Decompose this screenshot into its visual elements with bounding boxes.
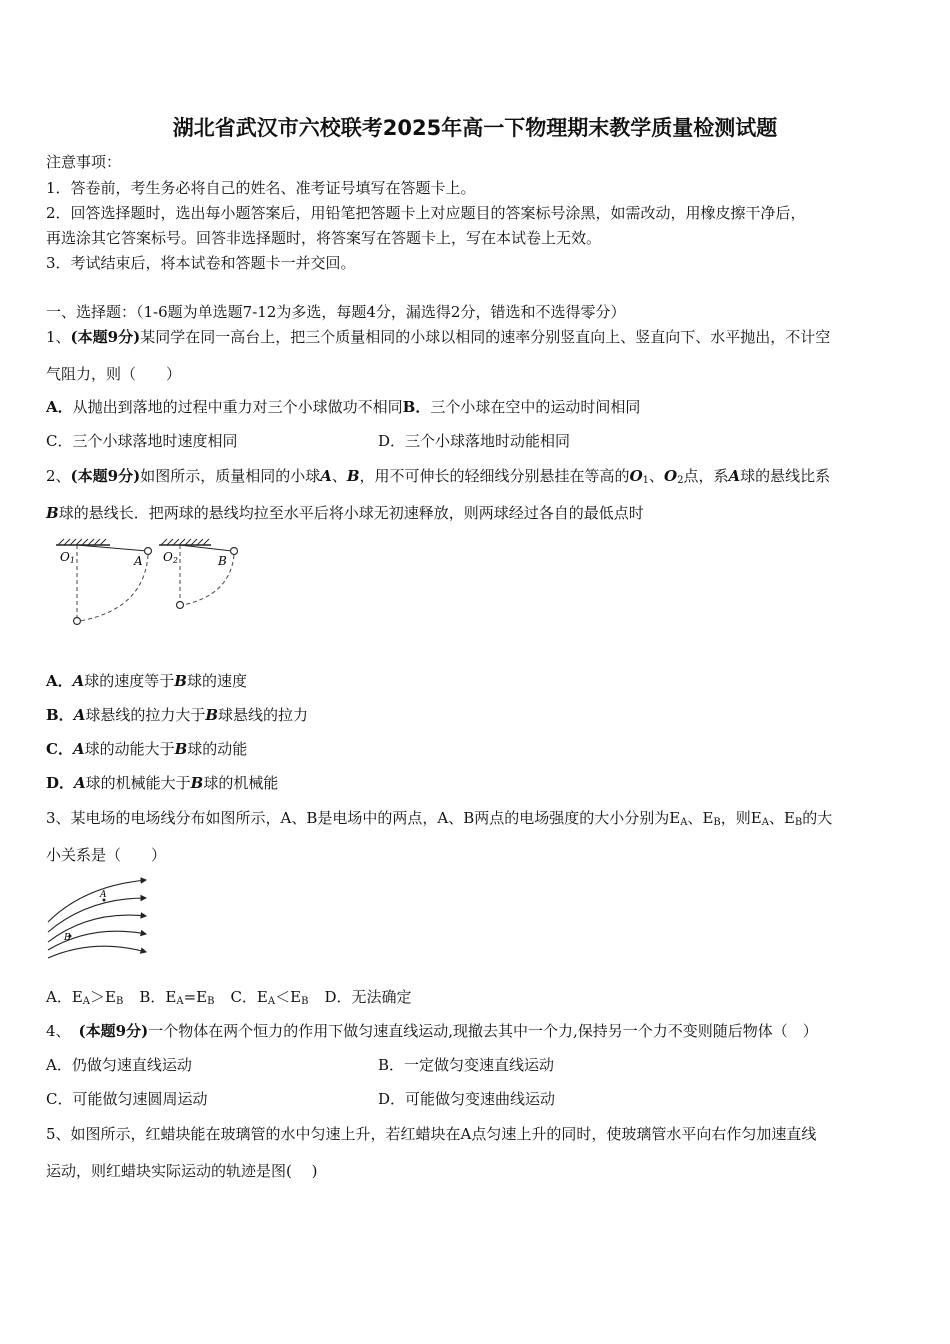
q1-option-d: D．三个小球落地时动能相同 xyxy=(378,432,571,450)
question-text: ，则E xyxy=(720,809,762,827)
ball-label: B xyxy=(205,706,219,724)
question-5-cont: 运动，则红蜡块实际运动的轨迹是图( ) xyxy=(46,1162,318,1180)
o2-label: O2 xyxy=(163,550,178,565)
question-number: 3、 xyxy=(46,809,71,827)
question-number: 2、 xyxy=(46,467,71,485)
question-score: (本题9分) xyxy=(70,328,141,346)
separator: 、 xyxy=(649,467,665,485)
question-1 xyxy=(46,327,830,347)
option-text: 球悬线的拉力大于 xyxy=(85,706,206,724)
option-label: B． xyxy=(402,398,431,416)
q4-option-c: C．可能做匀速圆周运动 xyxy=(46,1090,208,1108)
subscript: B xyxy=(713,817,721,828)
subscript: A xyxy=(761,817,769,828)
q4-option-b: B．一定做匀变速直线运动 xyxy=(378,1056,555,1074)
question-text: 一个物体在两个恒力的作用下做匀速直线运动,现撤去其中一个力,保持另一个力不变则随后物体（ ） xyxy=(148,1022,818,1040)
ball-label: B xyxy=(346,467,360,485)
ball-label: B xyxy=(190,774,204,792)
question-text: 、E xyxy=(768,809,795,827)
question-text: 、E xyxy=(687,809,714,827)
option-text: 球的速度等于 xyxy=(84,672,175,690)
option-label: D． xyxy=(46,774,75,792)
question-text: 点，系 xyxy=(683,467,729,485)
option-text: 三个小球在空中的运动时间相同 xyxy=(430,398,641,416)
point-a-label: A xyxy=(100,890,107,900)
pendulum-figure xyxy=(44,535,254,630)
subscript: 2 xyxy=(677,475,684,486)
question-text: 如图所示，质量相同的小球 xyxy=(140,467,321,485)
option-text: =E xyxy=(183,988,208,1006)
option-label: A． xyxy=(46,398,73,416)
option-text: 球悬线的拉力 xyxy=(218,706,309,724)
option-text: D．无法确定 xyxy=(324,988,412,1006)
option-text: C．E xyxy=(230,988,268,1006)
question-score: (本题9分) xyxy=(70,467,141,485)
notice-item: 2．回答选择题时，选出每小题答案后，用铅笔把答题卡上对应题目的答案标号涂黑，如需改动，用橡皮擦干净后， xyxy=(46,204,806,222)
subscript: A xyxy=(680,817,688,828)
q2-option xyxy=(46,739,247,759)
page-title: 湖北省武汉市六校联考2025年高一下物理期末教学质量检测试题 xyxy=(172,116,778,140)
question-4 xyxy=(46,1021,818,1041)
subscript: B xyxy=(794,817,803,828)
section-heading: 一、选择题：（1-6题为单选题7-12为多选，每题4分，漏选得2分，错选和不选得零分） xyxy=(46,303,626,321)
option-label: C． xyxy=(46,740,73,758)
subscript: A xyxy=(176,996,184,1007)
question-text: 某同学在同一高台上，把三个质量相同的小球以相同的速率分别竖直向上、竖直向下、水平抛出，不计空 xyxy=(140,328,831,346)
ball-label: B xyxy=(46,504,59,522)
notice-item: 3．考试结束后，将本试卷和答题卡一并交回。 xyxy=(46,254,356,272)
subscript: B xyxy=(301,996,309,1007)
ball-label: A xyxy=(74,774,86,792)
q4-option-a: A．仍做匀速直线运动 xyxy=(46,1056,192,1074)
q2-option xyxy=(46,671,247,691)
question-2 xyxy=(46,466,830,486)
field-lines-figure xyxy=(44,872,154,962)
ball-a-lowest xyxy=(74,618,81,625)
point-label: O xyxy=(664,467,678,485)
ball-label: B xyxy=(174,740,188,758)
point-label: O xyxy=(629,467,643,485)
separator: 、 xyxy=(331,467,347,485)
ball-label: A xyxy=(73,706,86,724)
question-number: 4、 xyxy=(46,1022,71,1040)
question-5 xyxy=(46,1124,816,1144)
option-text: 球的机械能 xyxy=(203,774,279,792)
question-text: 球的悬线长．把两球的悬线均拉至水平后将小球无初速释放，则两球经过各自的最低点时 xyxy=(58,504,644,522)
b-label: B xyxy=(218,554,227,568)
question-number: 5、 xyxy=(46,1125,71,1143)
subscript: A xyxy=(82,996,91,1007)
option-text: B．E xyxy=(139,988,177,1006)
q4-option-d: D．可能做匀变速曲线运动 xyxy=(378,1090,556,1108)
subscript: B xyxy=(115,996,124,1007)
option-text: 球的动能 xyxy=(187,740,248,758)
ball-b-lowest xyxy=(177,602,184,609)
point-b-label: B xyxy=(64,933,71,943)
q2-option xyxy=(46,773,278,793)
option-text: ＞E xyxy=(90,988,116,1006)
notice-item: 再选涂其它答案标号。回答非选择题时，将答案写在答题卡上，写在本试卷上无效。 xyxy=(46,229,602,247)
option-text: 球的机械能大于 xyxy=(85,774,191,792)
question-3-cont: 小关系是（ ） xyxy=(46,846,167,864)
ball-a-start xyxy=(145,548,152,555)
question-text: 某电场的电场线分布如图所示，A、B是电场中的两点，A、B两点的电场强度的大小分别为E xyxy=(70,809,681,827)
ball-label: A xyxy=(72,672,85,690)
q3-options xyxy=(46,987,411,1007)
ball-label: A xyxy=(72,740,85,758)
ball-b-start xyxy=(231,548,238,555)
question-text: ，用不可伸长的轻细线分别悬挂在等高的 xyxy=(359,467,630,485)
ball-label: A xyxy=(320,467,332,485)
option-label: A． xyxy=(46,672,73,690)
question-score: (本题9分) xyxy=(78,1022,149,1040)
option-text: ＜E xyxy=(275,988,302,1006)
notice-item: 1．答卷前，考生务必将自己的姓名、准考证号填写在答题卡上。 xyxy=(46,179,476,197)
q1-option-ab xyxy=(46,397,640,417)
o1-label: O1 xyxy=(60,550,75,565)
option-label: B． xyxy=(46,706,74,724)
question-number: 1、 xyxy=(46,328,71,346)
question-text: 球的悬线比系 xyxy=(740,467,831,485)
subscript: A xyxy=(267,996,276,1007)
question-1-cont: 气阻力，则（ ） xyxy=(46,365,182,383)
notice-heading: 注意事项： xyxy=(46,153,122,171)
option-text: 从抛出到落地的过程中重力对三个小球做功不相同 xyxy=(72,398,403,416)
subscript: B xyxy=(207,996,215,1007)
question-text: 如图所示，红蜡块能在玻璃管的水中匀速上升，若红蜡块在A点匀速上升的同时，使玻璃管水平向右作匀加速直线 xyxy=(70,1125,817,1143)
question-2-cont xyxy=(46,503,644,523)
option-text: 球的动能大于 xyxy=(84,740,175,758)
question-text: 的大 xyxy=(802,809,833,827)
subscript: 1 xyxy=(642,475,650,486)
ball-label: B xyxy=(174,672,187,690)
option-text: 球的速度 xyxy=(186,672,247,690)
a-label: A xyxy=(134,554,143,568)
q1-option-c: C．三个小球落地时速度相同 xyxy=(46,432,238,450)
q2-option xyxy=(46,705,308,725)
ball-label: A xyxy=(728,467,741,485)
option-text: A．E xyxy=(46,988,83,1006)
question-3 xyxy=(46,808,832,828)
